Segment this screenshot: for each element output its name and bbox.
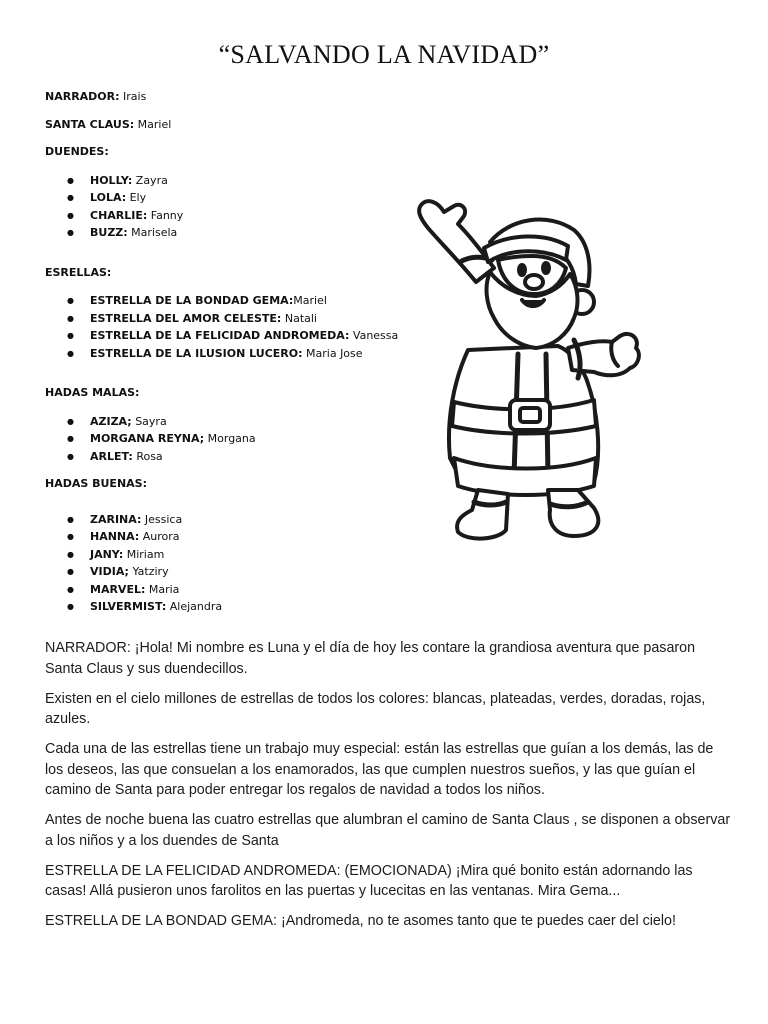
role-label: HOLLY: (90, 173, 133, 187)
list-item (45, 598, 405, 616)
story-paragraph: ESTRELLA DE LA BONDAD GEMA: ¡Andromeda, no te asomes tanto que te puedes caer del cielo! (45, 913, 676, 929)
list-item (45, 581, 405, 599)
list-item (45, 511, 405, 529)
list-item (45, 172, 405, 190)
actor-name: Ely (129, 191, 147, 204)
role-label: ESTRELLA DE LA ILUSION LUCERO: (90, 346, 303, 360)
actor-name: Marisela (131, 226, 178, 239)
list-item (45, 546, 405, 564)
actor-name: Zayra (135, 173, 168, 187)
actor-name: Maria Jose (306, 346, 363, 360)
role-label: JANY: (90, 547, 124, 561)
actor-name: Mariel (293, 294, 327, 307)
role-label: LOLA: (90, 191, 127, 204)
role-label: SILVERMIST: (90, 600, 167, 613)
actor-name: Yatziry (132, 565, 169, 578)
actor-name: Mariel (137, 117, 172, 131)
role-label: ESTRELLA DE LA FELICIDAD ANDROMEDA: (90, 329, 350, 342)
role-label: HANNA: (90, 530, 140, 543)
role-label: VIDIA; (90, 565, 129, 578)
actor-name: Aurora (142, 530, 180, 543)
document-title: “SALVANDO LA NAVIDAD” (218, 40, 550, 69)
story-paragraph: ESTRELLA DE LA FELICIDAD ANDROMEDA: (EMOCIONADA) ¡Mira qué bonito están adornando las casas! Allá pusieron unos farolitos en las puertas y lucecitas en las ventanas. Mira Gema... (45, 862, 693, 899)
actor-name: Miriam (126, 547, 165, 561)
duendes-heading: DUENDES: (45, 145, 109, 158)
role-label: MORGANA REYNA; (90, 432, 205, 445)
hadas-malas-list (45, 413, 405, 466)
story-paragraph: Antes de noche buena las cuatro estrellas que alumbran el camino de Santa Claus , se disponen a observar a los niños y a los duendes de Santa (45, 812, 731, 849)
actor-name: Natali (284, 311, 317, 325)
role-label: NARRADOR: (45, 90, 120, 103)
list-item (45, 413, 405, 431)
estrellas-list (45, 292, 405, 362)
role-label: BUZZ: (90, 226, 128, 239)
hadas-buenas-list (45, 511, 405, 616)
duendes-list (45, 172, 405, 242)
narrador-line (45, 88, 405, 106)
estrellas-heading: ESRELLAS: (45, 265, 112, 279)
actor-name: Jessica (144, 512, 183, 526)
actor-name: Alejandra (169, 600, 223, 613)
list-item (45, 327, 405, 345)
actor-name: Morgana (207, 432, 256, 445)
hadas-malas-heading: HADAS MALAS: (45, 386, 140, 399)
list-item (45, 448, 405, 466)
story-text (45, 638, 735, 941)
role-label: MARVEL: (90, 582, 146, 596)
list-item (45, 224, 405, 242)
actor-name: Vanessa (352, 329, 399, 342)
actor-name: Rosa (136, 449, 163, 463)
role-label: CHARLIE: (90, 208, 148, 222)
list-item (45, 189, 405, 207)
actor-name: Maria (148, 582, 180, 596)
role-label: SANTA CLAUS: (45, 117, 135, 131)
story-paragraph: Cada una de las estrellas tiene un trabajo muy especial: están las estrellas que guían a los demás, las de los deseos, las que consuelan a los enamorados, las que cumplen nuestros sueños, y las que guían el camino de Santa para poder entregar los regalos de navidad a todos los niños. (45, 741, 714, 798)
santa-claus-illustration (398, 190, 648, 550)
role-label: ESTRELLA DE LA BONDAD GEMA: (90, 294, 294, 307)
list-item (45, 563, 405, 581)
role-label: ARLET: (90, 449, 133, 463)
role-label: AZIZA; (90, 414, 132, 428)
list-item (45, 345, 405, 363)
story-paragraph: NARRADOR: ¡Hola! Mi nombre es Luna y el día de hoy les contare la grandiosa aventura que pasaron Santa Claus y sus duendecillos. (45, 640, 696, 677)
santa-line (45, 116, 405, 134)
actor-name: Fanny (150, 208, 184, 222)
actor-name: Sayra (135, 414, 167, 428)
actor-name: Irais (123, 90, 147, 103)
cast-list (45, 88, 405, 616)
role-label: ZARINA: (90, 512, 142, 526)
list-item (45, 207, 405, 225)
hadas-buenas-heading: HADAS BUENAS: (45, 477, 147, 490)
list-item (45, 310, 405, 328)
list-item (45, 430, 405, 448)
role-label: ESTRELLA DEL AMOR CELESTE: (90, 311, 282, 325)
story-paragraph: Existen en el cielo millones de estrellas de todos los colores: blancas, plateadas, verdes, doradas, rojas, azules. (45, 690, 706, 727)
list-item (45, 528, 405, 546)
list-item (45, 292, 405, 310)
